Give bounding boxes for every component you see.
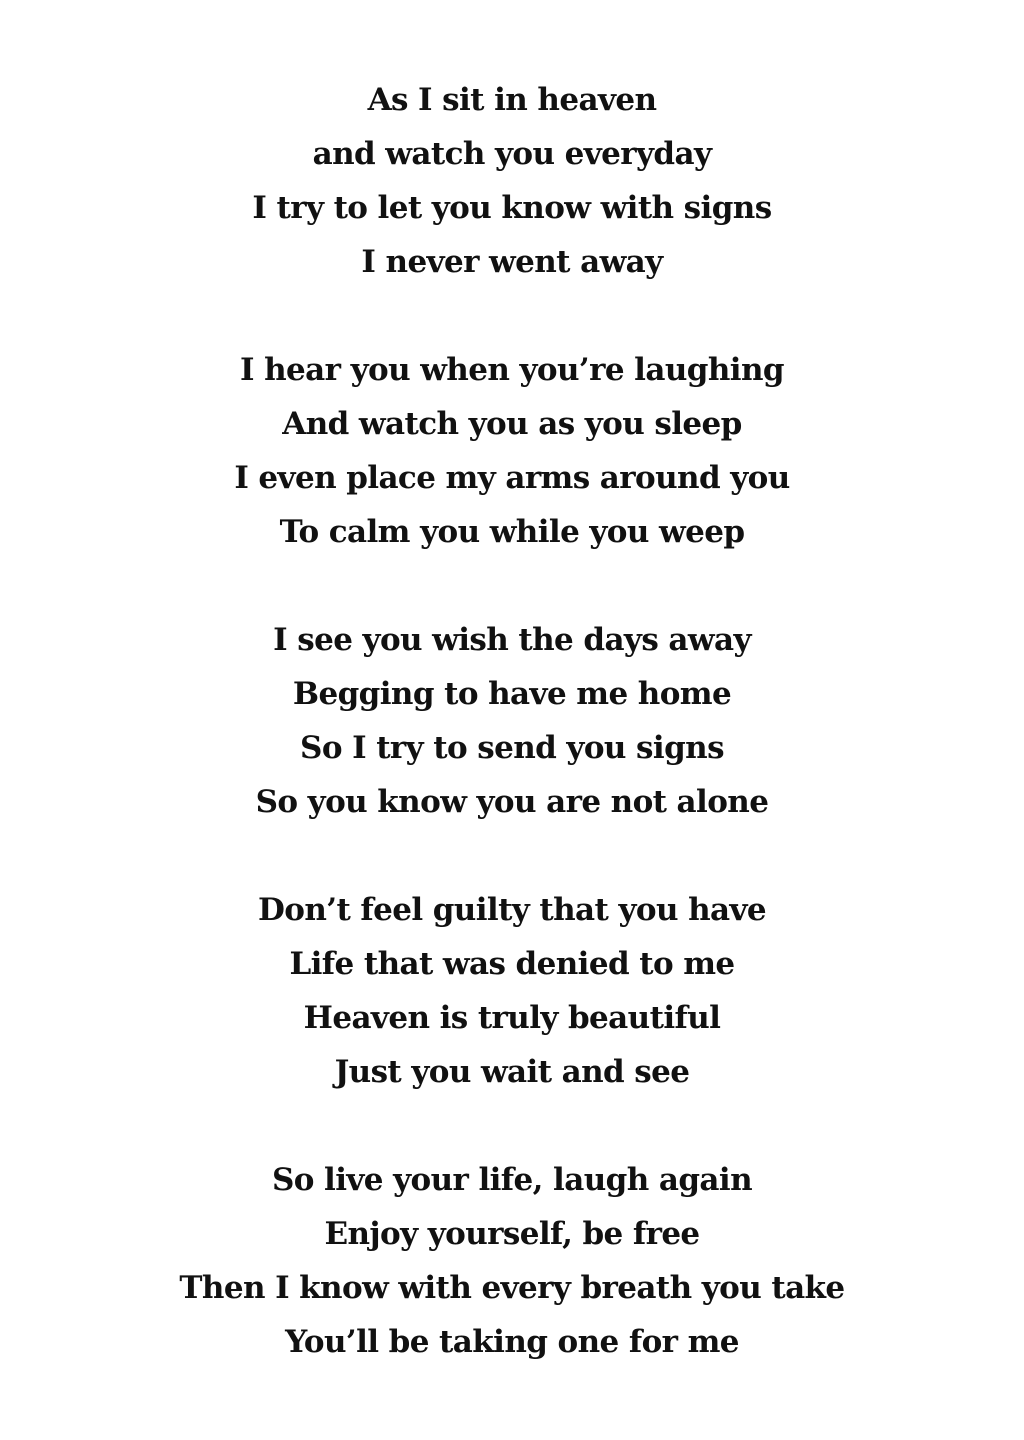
stanza-5 xyxy=(0,1153,1024,1369)
stanza-1 xyxy=(0,73,1024,289)
poem-line: So you know you are not alone xyxy=(255,784,769,820)
poem-line: Don’t feel guilty that you have xyxy=(257,892,767,928)
poem-line: As I sit in heaven xyxy=(367,82,657,118)
poem-line: So I try to send you signs xyxy=(300,730,724,766)
stanza-2 xyxy=(0,343,1024,559)
poem-line: Heaven is truly beautiful xyxy=(303,1000,721,1036)
poem-line: and watch you everyday xyxy=(312,136,712,172)
poem-line: And watch you as you sleep xyxy=(282,406,742,442)
poem-line: I hear you when you’re laughing xyxy=(240,352,784,388)
poem-line: Just you wait and see xyxy=(334,1054,690,1090)
poem-line: So live your life, laugh again xyxy=(271,1162,753,1198)
poem-line: I never went away xyxy=(361,244,663,280)
stanza-4 xyxy=(0,883,1024,1099)
poem-line: You’ll be taking one for me xyxy=(285,1324,739,1360)
poem-line: I even place my arms around you xyxy=(234,460,790,496)
poem xyxy=(0,73,1024,1369)
poem-line: Life that was denied to me xyxy=(289,946,735,982)
poem-line: To calm you while you weep xyxy=(279,514,745,550)
poem-line: Then I know with every breath you take xyxy=(179,1270,845,1306)
poem-line: Enjoy yourself, be free xyxy=(324,1216,700,1252)
poem-line: I see you wish the days away xyxy=(273,622,751,658)
stanza-3 xyxy=(0,613,1024,829)
poem-line: Begging to have me home xyxy=(292,676,732,712)
poem-line: I try to let you know with signs xyxy=(252,190,772,226)
